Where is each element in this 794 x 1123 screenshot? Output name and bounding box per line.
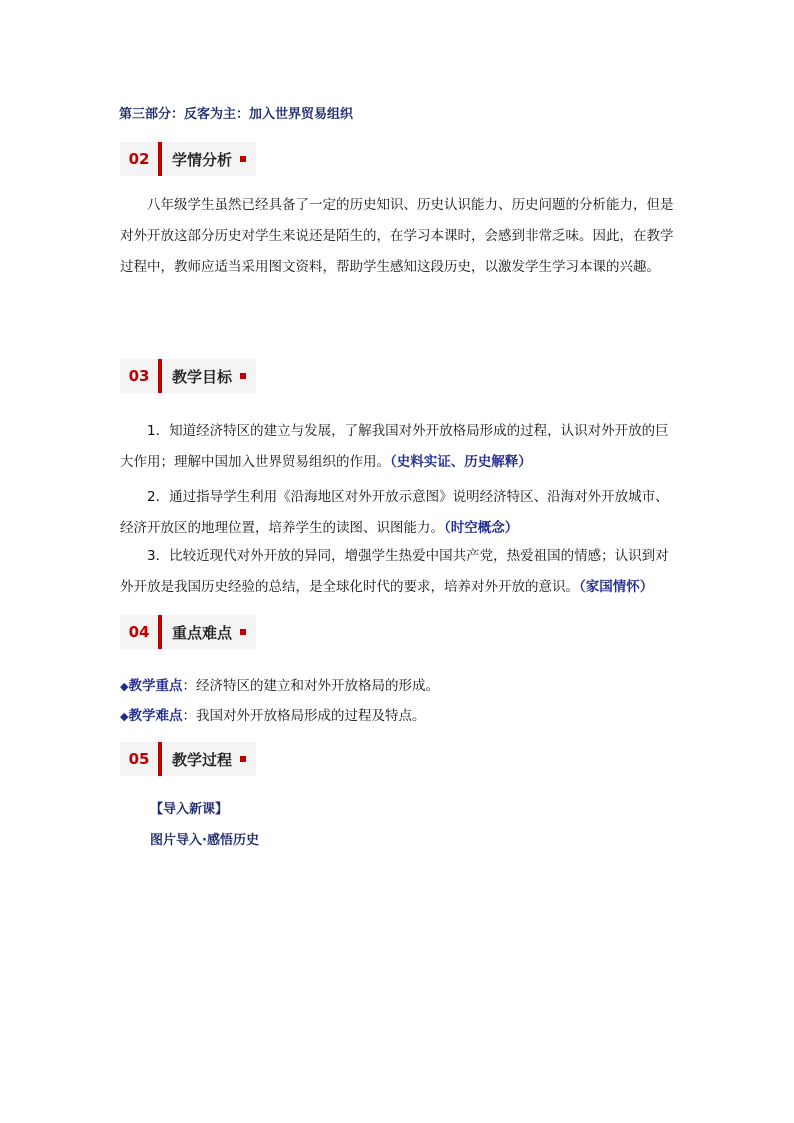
section-title: 教学过程	[172, 750, 233, 769]
keypoint-text: ：经济特区的建立和对外开放格局的形成。	[182, 678, 439, 694]
section-title: 教学目标	[172, 367, 233, 386]
goal-tag: （时空概念）	[444, 520, 519, 536]
section-number: 05	[120, 742, 158, 776]
square-bullet-icon	[240, 629, 246, 635]
keypoint-label: 教学重点	[128, 678, 183, 694]
square-bullet-icon	[240, 156, 246, 162]
diamond-bullet-icon: ◆	[120, 680, 129, 693]
section-title-wrap	[162, 142, 256, 176]
keypoint-label: 教学难点	[128, 708, 183, 724]
square-bullet-icon	[240, 373, 246, 379]
keypoint-focus	[120, 674, 439, 694]
section-header-keypoints	[120, 615, 256, 649]
goal-item-1	[120, 416, 680, 478]
section-header-goals	[120, 359, 256, 393]
intro-subheading: 图片导入·感悟历史	[150, 833, 259, 848]
goal-text: 3．比较近现代对外开放的异同，增强学生热爱中国共产党，热爱祖国的情感；认识到对外开放是我国历史经验的总结，是全球化时代的要求，培养对外开放的意识。	[120, 548, 669, 595]
section-title-wrap	[162, 615, 256, 649]
section-number: 03	[120, 359, 158, 393]
section-title-wrap	[162, 359, 256, 393]
section-header-analysis	[120, 142, 256, 176]
diamond-bullet-icon: ◆	[120, 710, 129, 723]
section-number: 02	[120, 142, 158, 176]
goal-text: 2．通过指导学生利用《沿海地区对外开放示意图》说明经济特区、沿海对外开放城市、经济开放区的地理位置，培养学生的读图、识图能力。	[120, 489, 669, 536]
part-title: 第三部分：反客为主：加入世界贸易组织	[119, 107, 354, 122]
goal-item-2	[120, 482, 680, 544]
goal-item-3	[120, 541, 680, 603]
section-header-process	[120, 742, 256, 776]
goal-tag: （史料实证、历史解释）	[390, 454, 532, 470]
goal-tag: （家国情怀）	[579, 579, 654, 595]
intro-heading: 【导入新课】	[150, 802, 229, 817]
goal-text: 1．知道经济特区的建立与发展，了解我国对外开放格局形成的过程，认识对外开放的巨大作用；理解中国加入世界贸易组织的作用。	[120, 423, 669, 470]
analysis-paragraph: 八年级学生虽然已经具备了一定的历史知识、历史认识能力、历史问题的分析能力，但是对外开放这部分历史对学生来说还是陌生的，在学习本课时，会感到非常乏味。因此，在教学过程中，教师应适当采用图文资料，帮助学生感知这段历史，以激发学生学习本课的兴趣。	[120, 197, 674, 275]
section-title: 重点难点	[172, 623, 233, 642]
section-title-wrap	[162, 742, 256, 776]
square-bullet-icon	[240, 756, 246, 762]
section-title: 学情分析	[172, 150, 233, 169]
section-number: 04	[120, 615, 158, 649]
keypoint-text: ：我国对外开放格局形成的过程及特点。	[182, 708, 426, 724]
keypoint-difficulty	[120, 704, 425, 724]
